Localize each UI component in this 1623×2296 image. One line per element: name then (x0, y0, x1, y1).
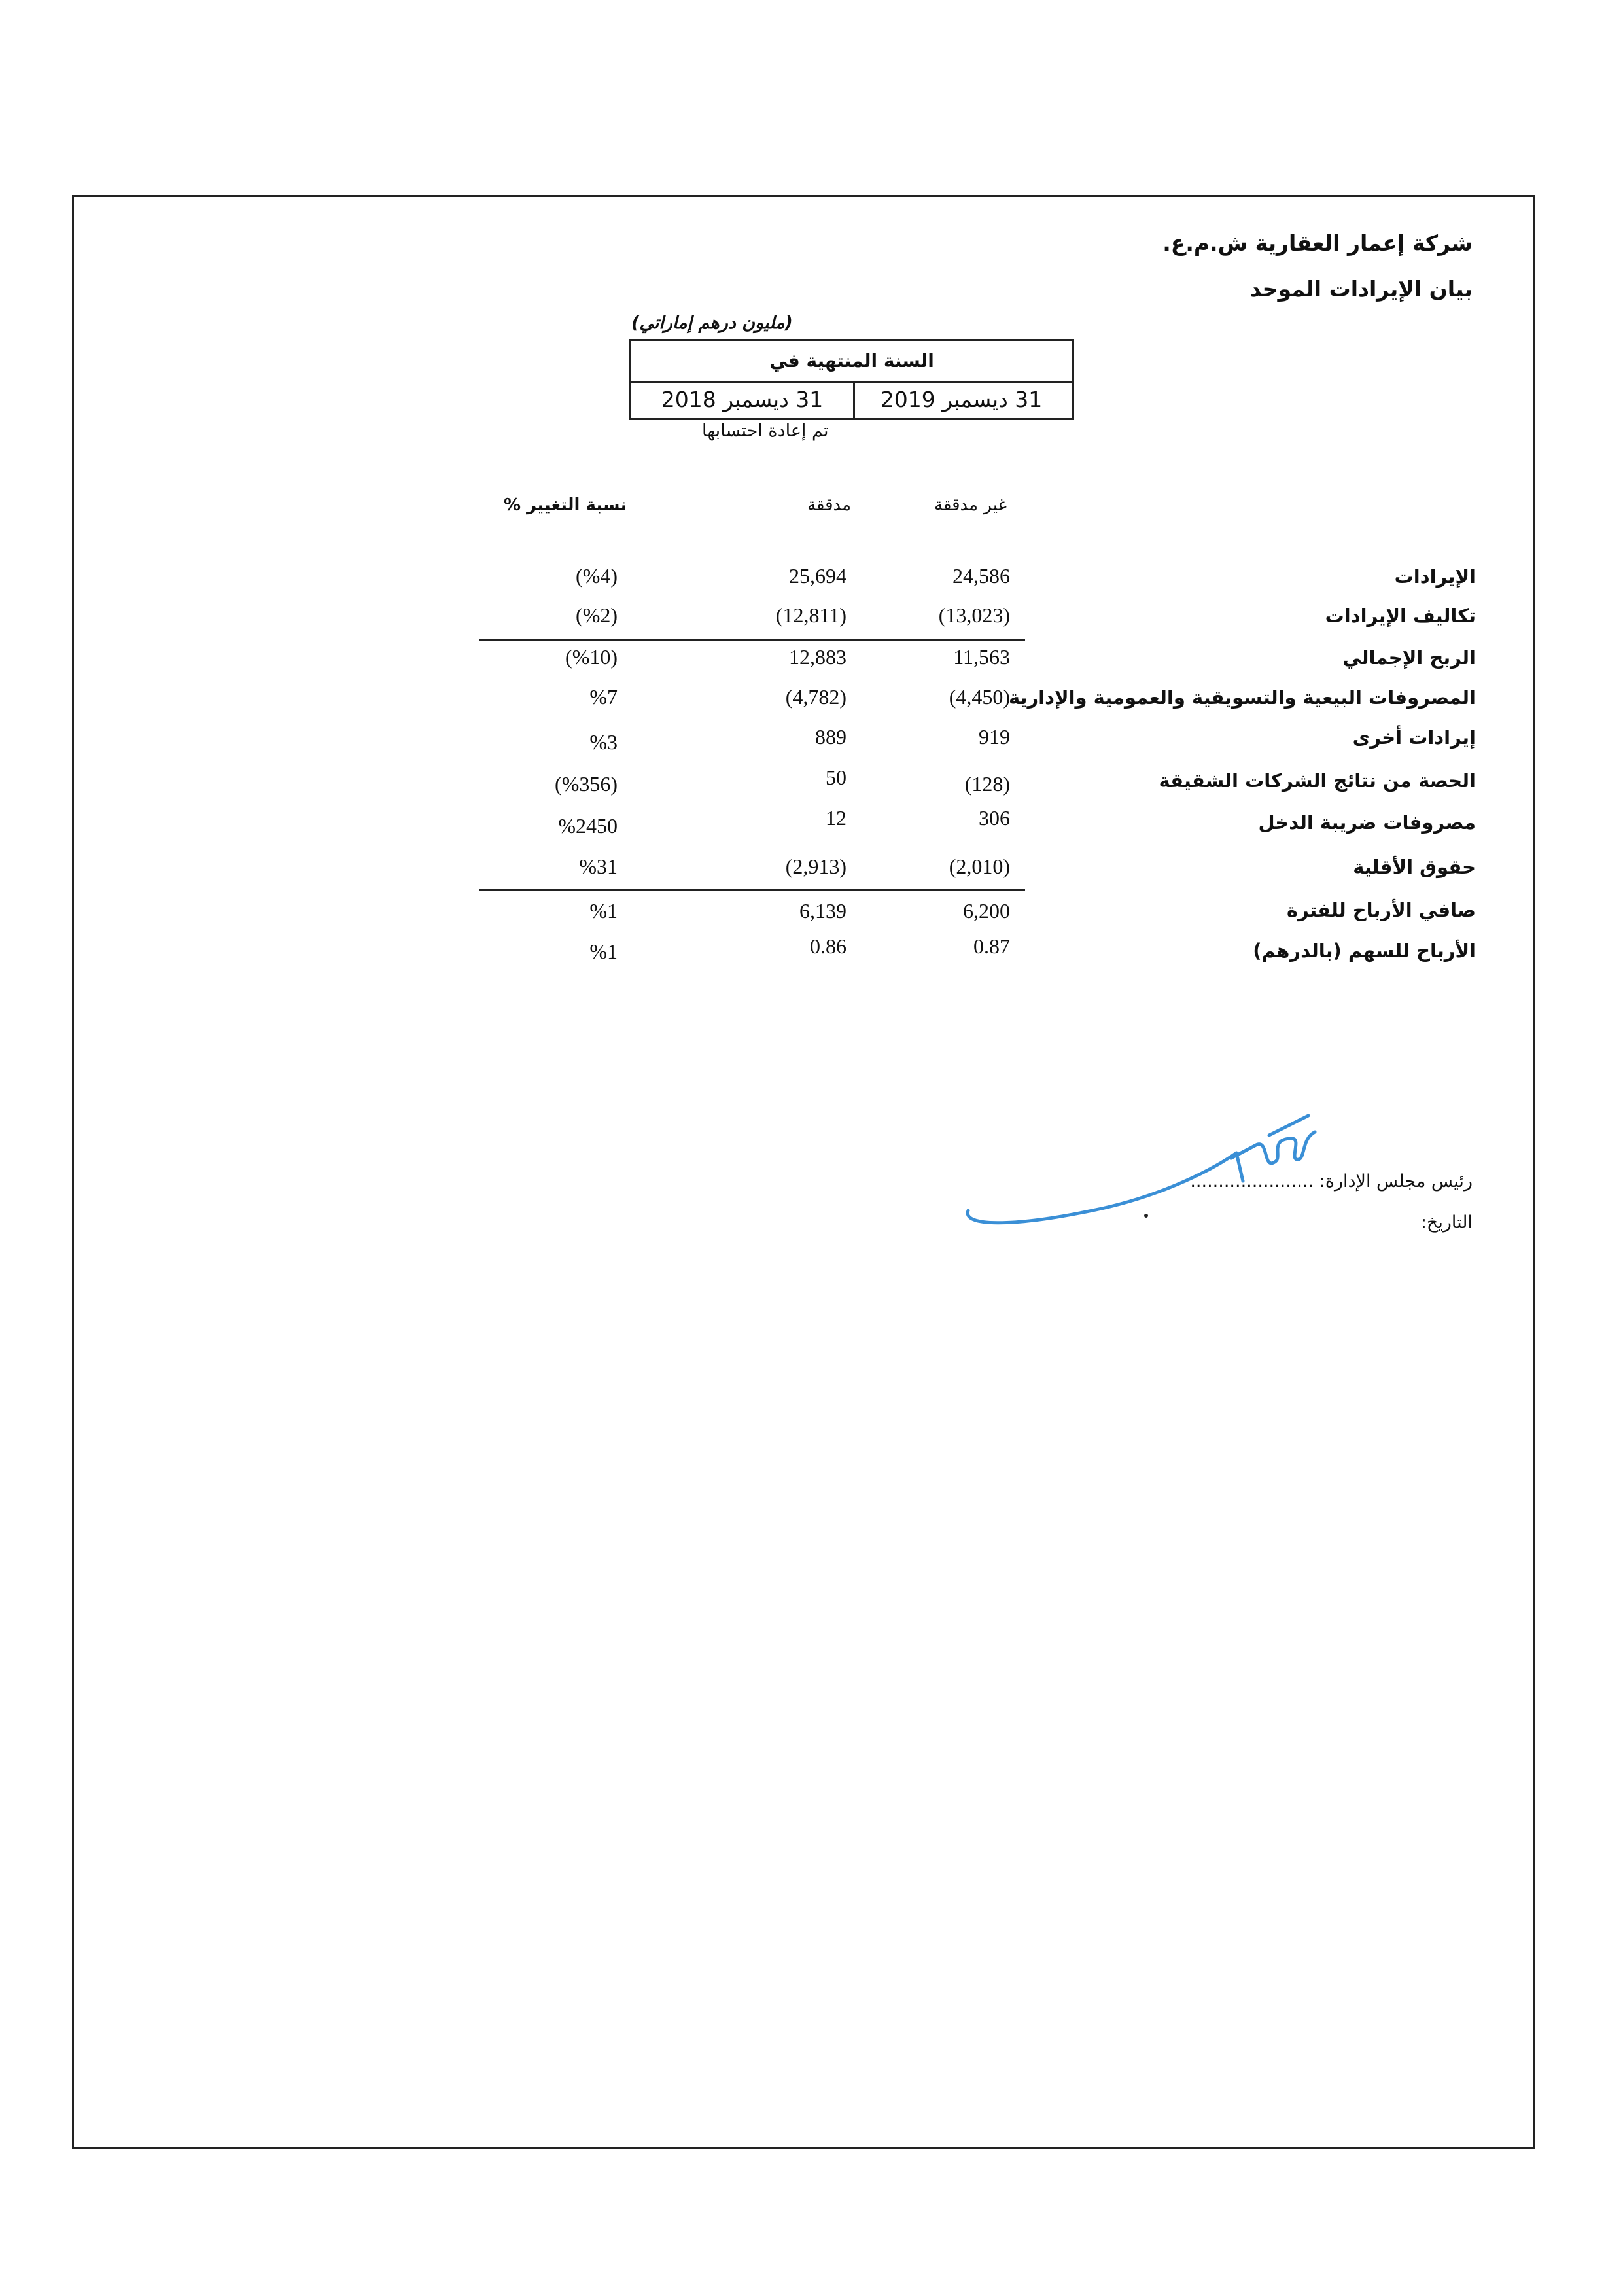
column-header-change: نسبة التغيير % (504, 495, 627, 515)
row-label-income-tax: مصروفات ضريبة الدخل (1258, 811, 1476, 834)
row-value-2019: (4,450) (949, 685, 1010, 709)
column-header-unaudited: غير مدققة (934, 495, 1007, 515)
row-value-2018: 25,694 (789, 564, 846, 588)
row-value-change: (%10) (565, 645, 618, 669)
row-label-gross-profit: الربح الإجمالي (1342, 646, 1476, 669)
row-value-2018: 12,883 (789, 645, 846, 669)
row-value-change: (%356) (555, 772, 618, 796)
period-2019: 31 ديسمبر 2019 (880, 387, 1043, 412)
signature-dot (1144, 1214, 1148, 1218)
statement-title: بيان الإيرادات الموحد (1249, 276, 1473, 302)
row-value-2019: (2,010) (949, 855, 1010, 878)
row-label-revenue: الإيرادات (1394, 565, 1476, 588)
row-label-share-of-associates: الحصة من نتائج الشركات الشقيقة (1159, 769, 1476, 792)
restated-note: تم إعادة احتسابها (702, 421, 829, 441)
row-label-minority-interest: حقوق الأقلية (1353, 856, 1476, 878)
row-value-change: %3 (589, 730, 618, 754)
row-label-sga-expenses: المصروفات البيعية والتسويقية والعمومية والإدارية (1009, 686, 1476, 709)
row-value-change: %7 (589, 685, 618, 709)
row-value-2018: 12 (826, 806, 846, 830)
row-value-2018: (2,913) (785, 855, 846, 878)
row-value-2018: 50 (826, 766, 846, 789)
row-value-2019: 6,200 (963, 899, 1010, 923)
column-header-audited: مدققة (807, 495, 852, 515)
period-header: السنة المنتهية في (631, 341, 1072, 383)
row-value-change: %1 (589, 940, 618, 963)
currency-unit: (مليون درهم إماراتي) (631, 313, 793, 333)
row-value-2019: (13,023) (938, 603, 1010, 627)
row-value-2018: 6,139 (799, 899, 846, 923)
row-label-eps: الأرباح للسهم (بالدرهم) (1253, 940, 1476, 962)
period-header-box (629, 339, 1074, 420)
row-value-2019: 11,563 (953, 645, 1010, 669)
row-label-other-income: إيرادات أخرى (1352, 726, 1476, 749)
date-label: التاريخ: (1420, 1212, 1473, 1233)
row-label-net-profit: صافي الأرباح للفترة (1287, 899, 1476, 921)
row-value-2018: (4,782) (785, 685, 846, 709)
company-name: شركة إعمار العقارية ش.م.ع. (1162, 230, 1473, 256)
row-value-change: %31 (579, 855, 618, 878)
row-value-2019: 306 (979, 806, 1010, 830)
row-value-2018: (12,811) (775, 603, 846, 627)
row-value-change: %1 (589, 899, 618, 923)
row-value-change: %2450 (558, 814, 618, 838)
subtotal-rule (479, 639, 1025, 641)
row-value-2018: 0.86 (810, 934, 846, 958)
row-value-2019: 24,586 (952, 564, 1010, 588)
row-value-2019: 0.87 (973, 934, 1010, 958)
row-value-change: (%2) (576, 603, 618, 627)
row-value-2019: (128) (964, 772, 1010, 796)
row-value-2018: 889 (815, 725, 846, 749)
row-value-2019: 919 (979, 725, 1010, 749)
chairman-signature-label: رئيس مجلس الإدارة: ...................... (1190, 1171, 1473, 1192)
total-rule (479, 889, 1025, 891)
row-value-change: (%4) (576, 564, 618, 588)
row-label-cost-of-revenue: تكاليف الإيرادات (1325, 605, 1476, 627)
period-2018: 31 ديسمبر 2018 (631, 381, 855, 418)
